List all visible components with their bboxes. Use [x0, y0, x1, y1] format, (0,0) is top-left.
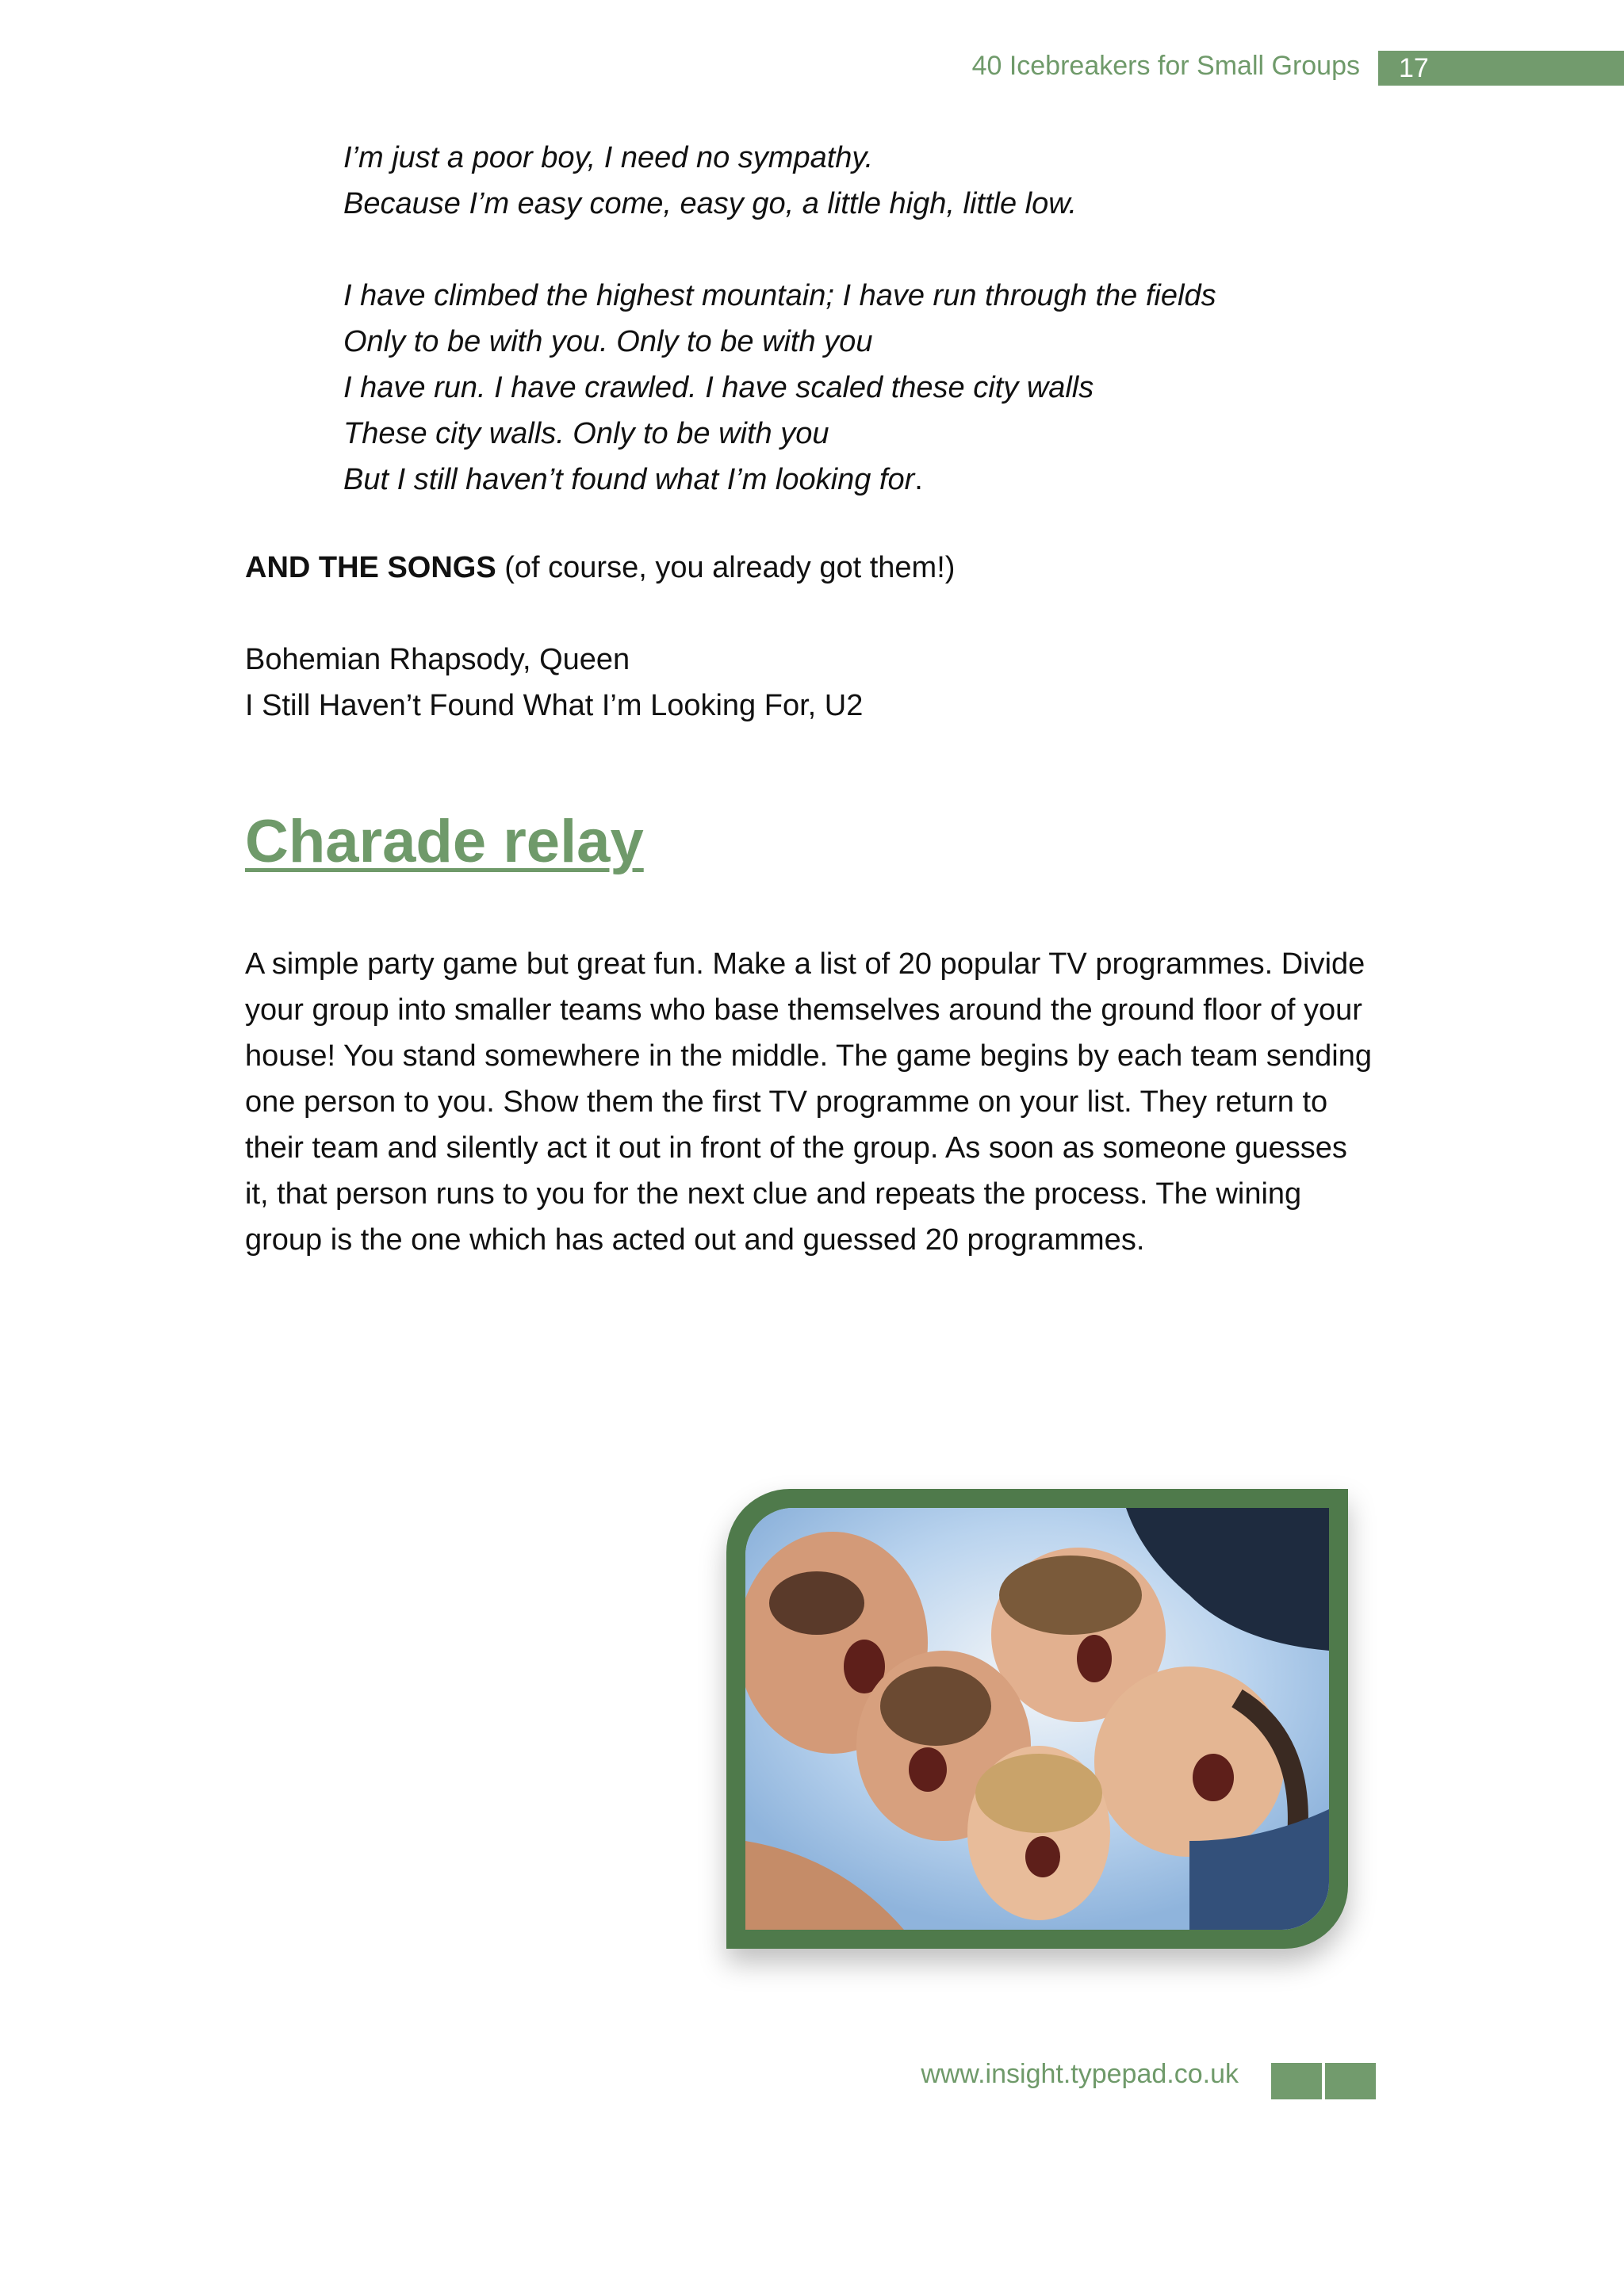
- paragraph-line: it, that person runs to you for the next clue and repeats the process. The wining: [245, 1177, 1302, 1211]
- photo-frame: [726, 1489, 1348, 1949]
- song-item: I Still Haven’t Found What I’m Looking For, U2: [245, 689, 864, 722]
- lyric-line-last-text: But I still haven’t found what I’m looking for: [343, 463, 915, 496]
- paragraph-line: one person to you. Show them the first TV programme on your list. They return to: [245, 1085, 1328, 1119]
- footer-decor-block: [1325, 2063, 1376, 2099]
- lyric-line: I have climbed the highest mountain; I have run through the fields: [343, 279, 1216, 312]
- lyric-line: These city walls. Only to be with you: [343, 417, 829, 450]
- lyric-line: Because I’m easy come, easy go, a little high, little low.: [343, 187, 1078, 220]
- songs-heading-rest: (of course, you already got them!): [496, 551, 956, 584]
- lyrics-stanza-2: [343, 273, 1216, 503]
- lyric-line-last-period: .: [914, 463, 923, 496]
- footer-url: www.insight.typepad.co.uk: [921, 2059, 1239, 2089]
- lyric-line: I’m just a poor boy, I need no sympathy.: [343, 141, 874, 174]
- paragraph-line: group is the one which has acted out and guessed 20 programmes.: [245, 1223, 1145, 1257]
- page-number-bar: [1378, 51, 1624, 86]
- paragraph-line: their team and silently act it out in front of the group. As soon as someone guesses: [245, 1131, 1347, 1165]
- footer-decor-block: [1271, 2063, 1322, 2099]
- songs-heading: [245, 545, 1387, 591]
- songs-heading-bold: AND THE SONGS: [245, 551, 496, 584]
- paragraph-line: A simple party game but great fun. Make a list of 20 popular TV programmes. Divide: [245, 947, 1365, 981]
- song-item: Bohemian Rhapsody, Queen: [245, 643, 630, 676]
- songs-list: [245, 637, 1387, 729]
- lyric-line: I have run. I have crawled. I have scaled these city walls: [343, 371, 1094, 404]
- paragraph-line: house! You stand somewhere in the middle. The game begins by each team sending: [245, 1039, 1373, 1073]
- photo-illustration: [745, 1508, 1329, 1930]
- lyric-line: Only to be with you. Only to be with you: [343, 325, 873, 358]
- lyrics-block: [343, 135, 1216, 549]
- section-paragraph: [245, 941, 1387, 1263]
- section-title: Charade relay: [245, 808, 644, 875]
- running-header-title: 40 Icebreakers for Small Groups: [971, 51, 1360, 81]
- lyrics-stanza-1: [343, 135, 1216, 227]
- paragraph-line: your group into smaller teams who base themselves around the ground floor of your: [245, 993, 1362, 1027]
- lyric-line-last: [343, 457, 1216, 503]
- children-group-photo: [745, 1508, 1329, 1930]
- page-number: 17: [1399, 53, 1429, 83]
